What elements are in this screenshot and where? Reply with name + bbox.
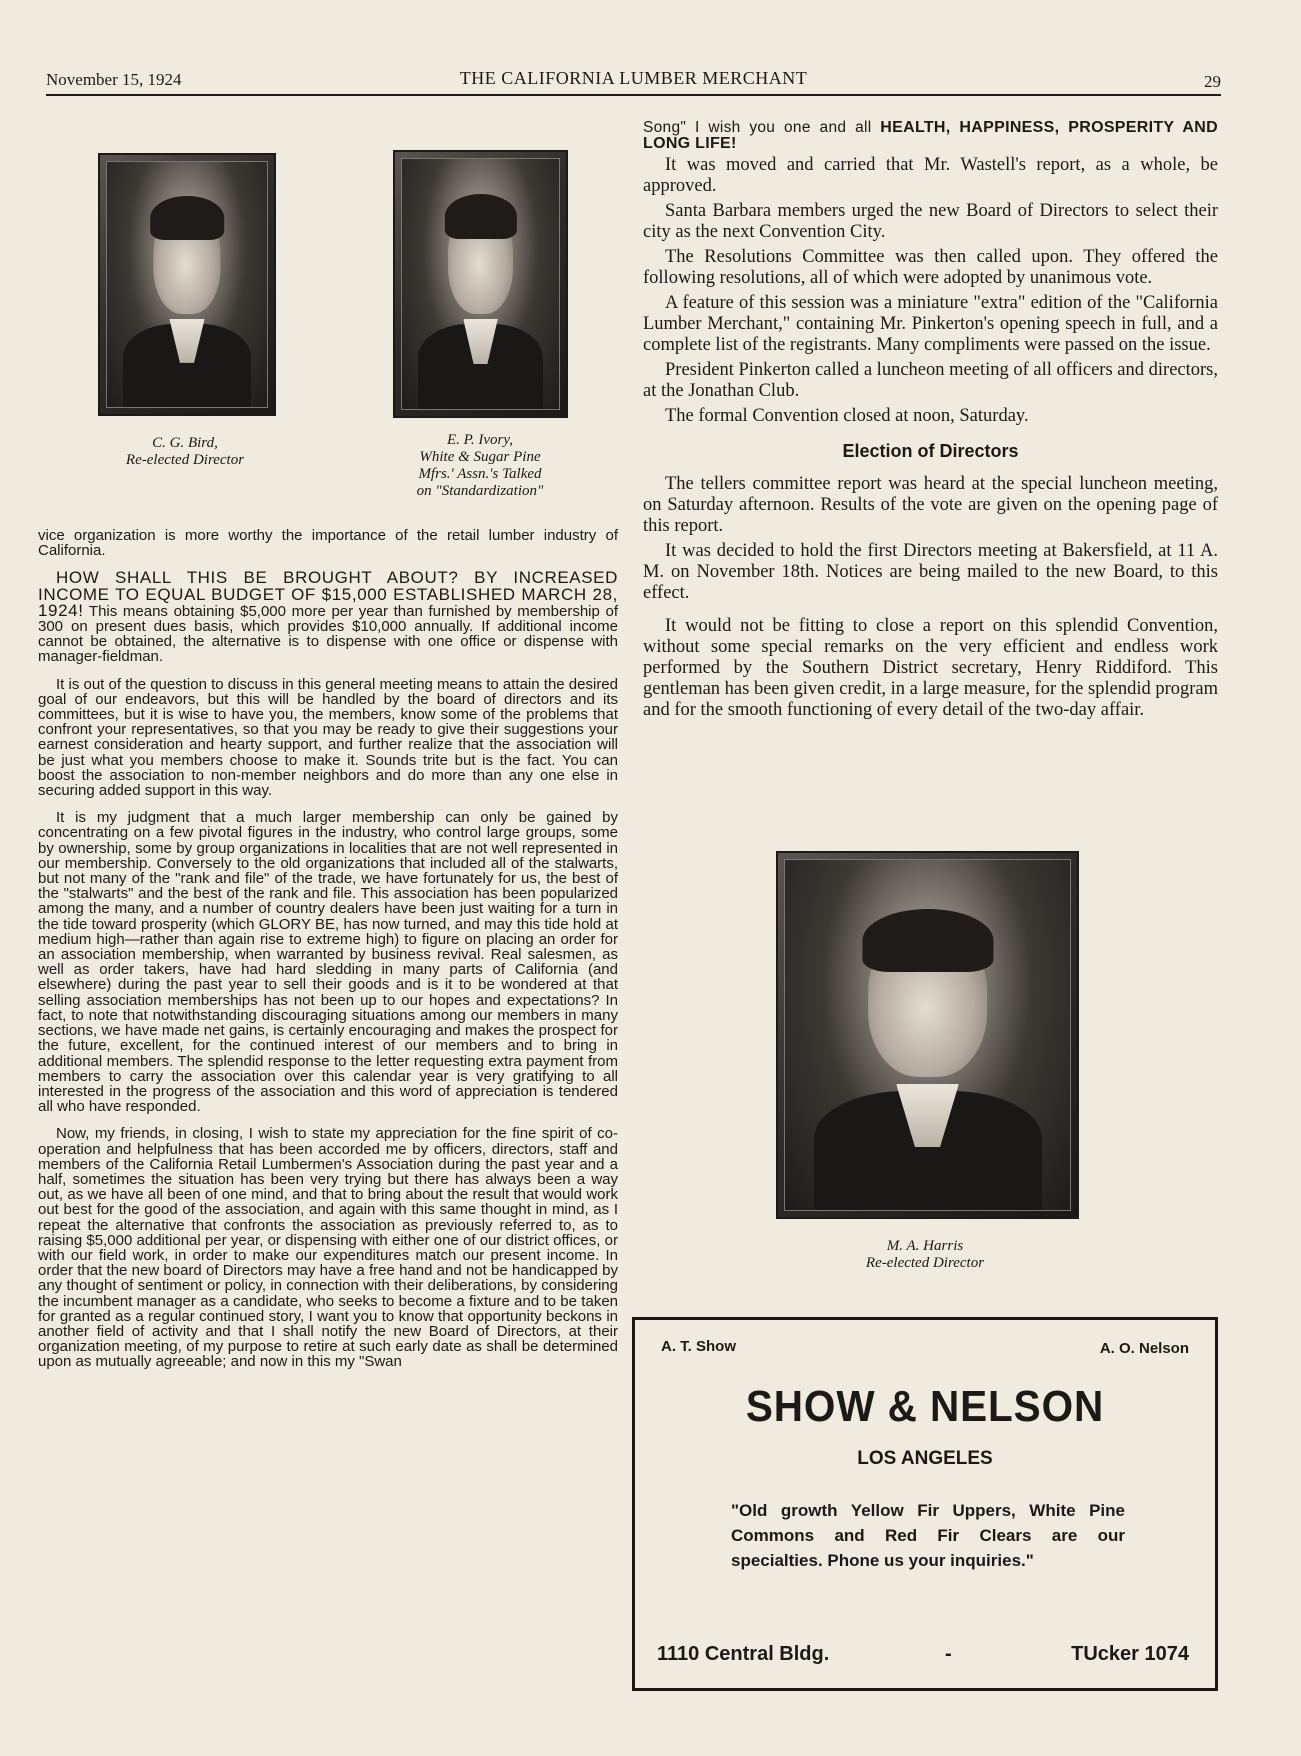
left-paragraph-5: Now, my friends, in closing, I wish to state my appreciation for the fine spirit of co-operation and helpfulness that has been accorded me by officers, directors, staff and members of the California Retail Lumbermen's Association during the past year and a half, sometimes the situation has been very trying but there has always been a way out, as we have all been of one mind, and that to bring about the result that would work out best for the good of the association, and again with this same thought in mind, as I repeat the alternative that confronts the association as previously referred to, as to raising $5,000 additional per year, or dispensing with either one of our district offices, or with our field work, in order to make our expenditures match our present income. In order that the new board of Directors may have a free hand and not be handicapped by any thought of sentiment or policy, in connection with their deliberations, by considering the incumbent manager as a candidate, who seeks to become a fixture and to be taken for granted as a regular continued story, I want you to know that opportunity beckons in another field of activity and that I shall notify the new Board of Directors, at their organization meeting, of my purpose to retire at such early date as shall be determined upon as mutually agreeable; and now in this my "Swan: [38, 1125, 618, 1371]
portrait-bird: [106, 161, 268, 408]
portrait-harris: [784, 859, 1071, 1211]
right-paragraph-7: The formal Convention closed at noon, Saturday.: [665, 406, 1029, 426]
right-paragraph-5: A feature of this session was a miniature "extra" edition of the "California Lumber Merchant," containing Mr. Pinkerton's opening speech in full, and a complete list of the registrants. Many compliments were passed on the issue.: [643, 293, 1218, 355]
ad-separator: -: [945, 1643, 952, 1665]
portrait-ivory: [401, 158, 560, 410]
ad-slogan: "Old growth Yellow Fir Uppers, White Pine Commons and Red Fir Clears are our specialties. Phone us your inquiries.": [731, 1501, 1125, 1570]
right-paragraph-4: The Resolutions Committee was then called upon. They offered the following resolutions, all of which were adopted by unanimous vote.: [643, 247, 1218, 288]
issue-date: November 15, 1924: [46, 70, 182, 89]
right-paragraph-9: It was decided to hold the first Directors meeting at Bakersfield, at 11 A. M. on November 18th. Notices are being mailed to the new Board, to this effect.: [643, 541, 1218, 603]
left-paragraph-3: It is out of the question to discuss in this general meeting means to attain the desired goal of our endeavors, but this will be handled by the board of directors and its committees, but it is wise to have you, the members, know some of the problems that confront your representatives, so that you may be ready to give their suggestions your earnest consideration and hearty support, and further realize that the association will be just what you members choose to make it. Sounds trite but is the fact. You can boost the association to non-member neighbors and do more than any one else in securing added support in this way.: [38, 675, 618, 800]
right-paragraph-1: Song" I wish you one and all HEALTH, HAPPINESS, PROSPERITY AND LONG LIFE!: [643, 119, 1218, 152]
ad-address: 1110 Central Bldg.: [657, 1643, 830, 1665]
closing-wish-caps: HEALTH, HAPPINESS, PROSPERITY AND LONG LIFE!: [643, 119, 1218, 152]
right-paragraph-10: It would not be fitting to close a report on this splendid Convention, without some special remarks on the very efficient and endless work performed by the Southern District secretary, Henry Riddiford. This gentleman has been given credit, in a large measure, for the splendid program and for the smooth functioning of every detail of the two-day affair.: [643, 616, 1219, 720]
ad-city: LOS ANGELES: [857, 1448, 993, 1469]
right-paragraph-2: It was moved and carried that Mr. Wastell's report, as a whole, be approved.: [643, 155, 1218, 196]
section-heading: Election of Directors: [842, 441, 1019, 461]
left-column: [38, 528, 618, 1382]
right-paragraph-3: Santa Barbara members urged the new Board of Directors to select their city as the next Convention City.: [643, 201, 1218, 242]
right-column: [643, 120, 1218, 725]
right-paragraph-6: President Pinkerton called a luncheon meeting of all officers and directors, at the Jonathan Club.: [643, 360, 1218, 401]
left-paragraph-4: It is my judgment that a much larger membership can only be gained by concentrating on a few pivotal figures in the industry, who control large groups, some by ownership, some by group organizations in localities that are not well represented in our membership. Conversely to the old organizations that included all of the stalwarts, but not many of the "rank and file" of the trade, we have fortunately for us, the best of the "stalwarts" and the best of the rank and file. This association has been popularized among the many, and a number of country dealers have been just waiting for a turn in the tide toward prosperity (which GLORY BE, has now turned, and may this tide hold at medium high—rather than again rise to extreme high) to figure on placing an order for an association membership, when warranted by business revival. Real salesmen, as well as order takers, have had hard sledding in many parts of California (and elsewhere) during the past year to sell their goods and is it to be wondered at that selling association memberships has not been up to our hopes and expectations? In fact, to note that notwithstanding discouraging situations among our members in many sections, we have made net gains, is certainly encouraging and makes the prospect for the future, excellent, for the continued interest of our members and to bring in additional members. The splendid response to the letter requesting extra payment from members to carry the association over this calendar year is very gratifying to all interested in the progress of the association and this word of appreciation is tendered all who have responded.: [38, 809, 618, 1116]
photo-ivory: [393, 150, 568, 418]
page-header: [46, 68, 1221, 96]
left-paragraph-2-caps: HOW SHALL THIS BE BROUGHT ABOUT? BY INCREASED INCOME TO EQUAL BUDGET OF $15,000 ESTABLISHED MARCH 28, 1924!: [38, 568, 618, 620]
photo-bird: [98, 153, 276, 416]
caption-ivory: E. P. Ivory, White & Sugar Pine Mfrs.' Assn.'s Talked on "Standardization": [416, 432, 544, 499]
caption-bird: C. G. Bird, Re-elected Director: [125, 435, 245, 468]
photo-harris: [776, 851, 1079, 1219]
caption-harris: M. A. Harris Re-elected Director: [865, 1238, 985, 1271]
right-paragraph-8: The tellers committee report was heard at the special luncheon meeting, on Saturday afternoon. Results of the vote are given on the opening page of this report.: [643, 474, 1218, 536]
ad-name-left: A. T. Show: [661, 1338, 736, 1355]
left-paragraph-2: [38, 570, 618, 664]
masthead: THE CALIFORNIA LUMBER MERCHANT: [459, 68, 808, 88]
show-nelson-advertisement: [632, 1317, 1218, 1691]
left-paragraph-2-rest: This means obtaining $5,000 more per year than furnished by membership of 300 on present dues basis, which provides $10,000 annually. If additional income cannot be obtained, the alternative is to dispense with one office or dispense with manager-fieldman.: [38, 602, 618, 666]
left-paragraph-1: vice organization is more worthy the importance of the retail lumber industry of California.: [38, 527, 618, 560]
ad-phone: TUcker 1074: [1071, 1643, 1189, 1665]
page-number: 29: [1204, 72, 1221, 91]
ad-firm-name: SHOW & NELSON: [745, 1382, 1105, 1431]
ad-name-right: A. O. Nelson: [1099, 1340, 1189, 1357]
